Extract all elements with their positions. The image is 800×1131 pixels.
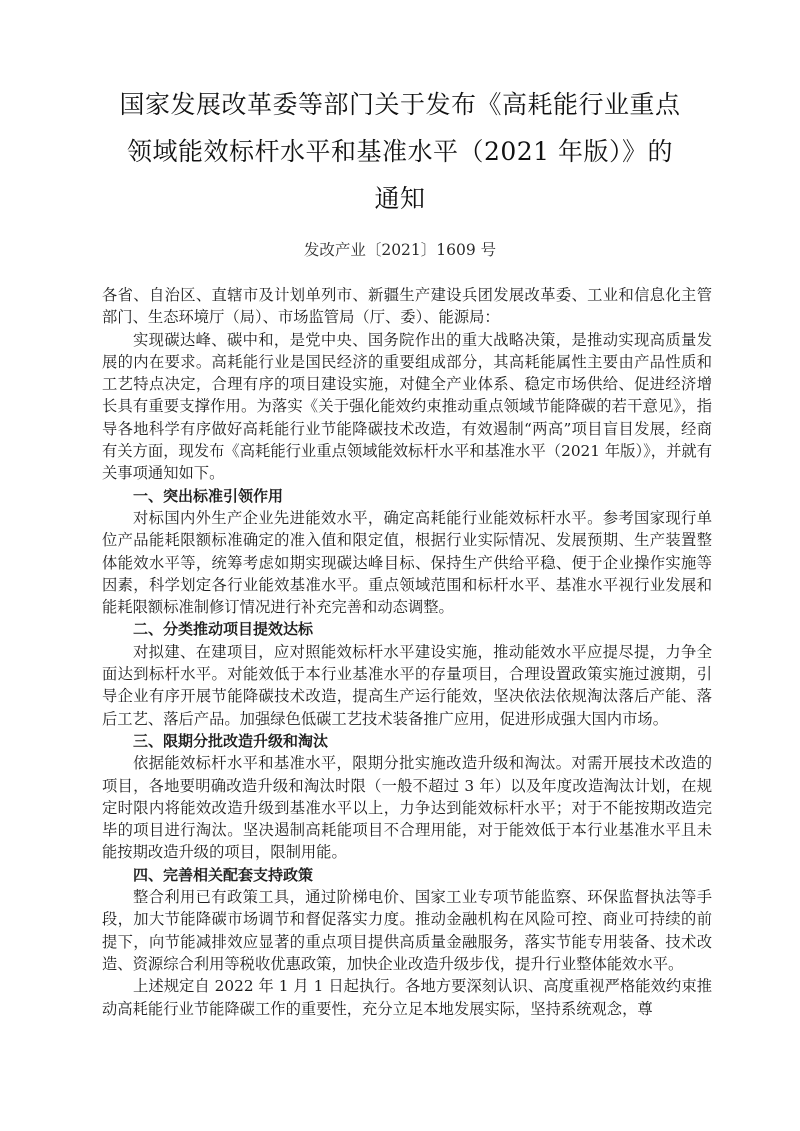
closing-paragraph: 上述规定自 2022 年 1 月 1 日起执行。各地方要深刻认识、高度重视严格能效约束推动高耗能行业节能降碳工作的重要性，充分立足本地发展实际，坚持系统观念，尊	[102, 977, 712, 1018]
section-paragraph-1: 对标国内外生产企业先进能效水平，确定高耗能行业能效标杆水平。参考国家现行单位产品能耗限额标准确定的准入值和限定值，根据行业实际情况、发展预期、生产装置整体能效水平等，统筹考虑如期实现碳达峰目标、保持生产供给平稳、便于企业操作实施等因素，科学划定各行业能效基准水平。重点领域范围和标杆水平、基准水平视行业发展和能耗限额标准制修订情况进行补充完善和动态调整。	[102, 508, 712, 617]
document-title-line-2: 领域能效标杆水平和基准水平（2021 年版）》的	[126, 137, 674, 166]
section-heading-2: 二、分类推动项目提效达标	[133, 620, 314, 639]
section-heading-4: 四、完善相关配套支持政策	[133, 865, 314, 884]
addressee-paragraph: 各省、自治区、直辖市及计划单列市、新疆生产建设兵团发展改革委、工业和信息化主管部门、生态环境厅（局）、市场监管局（厅、委）、能源局：	[102, 286, 712, 327]
section-heading-3: 三、限期分批改造升级和淘汰	[133, 731, 329, 750]
document-body	[102, 284, 712, 1020]
document-title-line-1: 国家发展改革委等部门关于发布《高耗能行业重点	[119, 90, 681, 119]
document-number: 发改产业〔2021〕1609 号	[303, 241, 497, 259]
section-heading-1: 一、突出标准引领作用	[133, 486, 284, 505]
section-paragraph-4: 整合利用已有政策工具，通过阶梯电价、国家工业专项节能监察、环保监督执法等手段，加大节能降碳市场调节和督促落实力度。推动金融机构在风险可控、商业可持续的前提下，向节能减排效应显著的重点项目提供高质量金融服务，落实节能专用装备、技术改造、资源综合利用等税收优惠政策，加快企业改造升级步伐，提升行业整体能效水平。	[102, 888, 712, 973]
document-title-line-3: 通知	[374, 184, 426, 213]
section-paragraph-3: 依据能效标杆水平和基准水平，限期分批实施改造升级和淘汰。对需开展技术改造的项目，各地要明确改造升级和淘汰时限（一般不超过 3 年）以及年度改造淘汰计划，在规定时限内将能效改造升级到基准水平以上，力争达到能效标杆水平；对于不能按期改造完毕的项目进行淘汰。坚决遏制高耗能项目不合理用能，对于能效低于本行业基准水平且未能按期改造升级的项目，限制用能。	[102, 754, 712, 862]
intro-paragraph: 实现碳达峰、碳中和，是党中央、国务院作出的重大战略决策，是推动实现高质量发展的内在要求。高耗能行业是国民经济的重要组成部分，其高耗能属性主要由产品性质和工艺特点决定，合理有序的项目建设实施，对健全产业体系、稳定市场供给、促进经济增长具有重要支撑作用。为落实《关于强化能效约束推动重点领域节能降碳的若干意见》，指导各地科学有序做好高耗能行业节能降碳技术改造，有效遏制“两高”项目盲目发展，经商有关方面，现发布《高耗能行业重点领域能效标杆水平和基准水平（2021 年版）》，并就有关事项通知如下。	[102, 330, 712, 483]
section-paragraph-2: 对拟建、在建项目，应对照能效标杆水平建设实施，推动能效水平应提尽提，力争全面达到标杆水平。对能效低于本行业基准水平的存量项目，合理设置政策实施过渡期，引导企业有序开展节能降碳技术改造，提高生产运行能效，坚决依法依规淘汰落后产能、落后工艺、落后产品。加强绿色低碳工艺技术装备推广应用，促进形成强大国内市场。	[102, 642, 712, 728]
